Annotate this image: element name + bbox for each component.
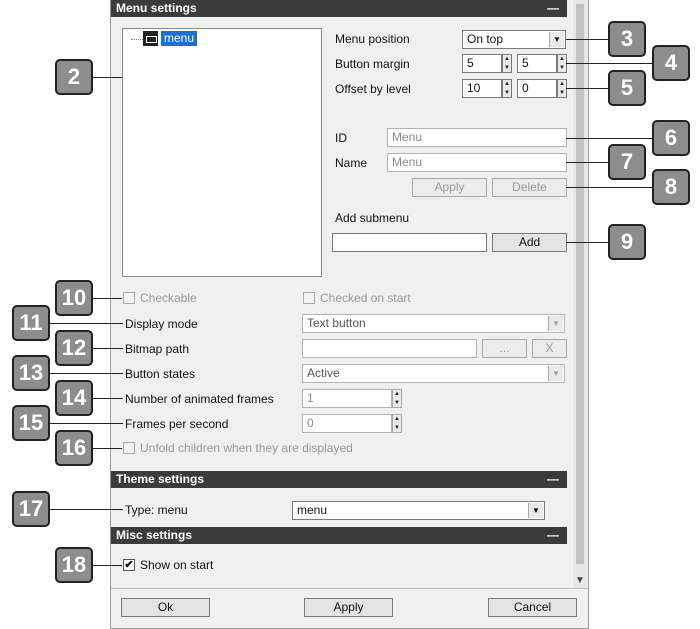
- checked-on-start-checkbox[interactable]: [303, 292, 315, 304]
- id-label: ID: [335, 131, 347, 145]
- callout-badge: 7: [608, 144, 646, 180]
- bitmap-path-label: Bitmap path: [125, 342, 190, 356]
- checked-on-start-label: Checked on start: [320, 291, 411, 305]
- arrow-down-icon[interactable]: ▼: [559, 65, 565, 71]
- add-submenu-input[interactable]: [332, 233, 487, 252]
- fps-input[interactable]: 0: [302, 414, 392, 433]
- misc-settings-title: Misc settings: [116, 528, 193, 542]
- arrow-down-icon[interactable]: ▼: [559, 90, 565, 96]
- apply-item-button[interactable]: Apply: [412, 178, 487, 197]
- callout-line: [49, 509, 123, 510]
- callout-badge: 18: [55, 547, 93, 583]
- callout-line: [566, 187, 654, 188]
- display-mode-value: Text button: [307, 316, 366, 330]
- arrow-up-icon[interactable]: ▲: [559, 56, 565, 62]
- callout-line: [49, 423, 123, 424]
- arrow-up-icon[interactable]: ▲: [394, 416, 400, 422]
- callout-line: [566, 162, 610, 163]
- misc-settings-header[interactable]: [111, 527, 567, 544]
- id-input[interactable]: Menu: [387, 128, 567, 147]
- unfold-children-checkbox[interactable]: [123, 442, 135, 454]
- add-submenu-label: Add submenu: [335, 211, 410, 225]
- callout-line: [92, 565, 122, 566]
- display-mode-select[interactable]: [302, 314, 565, 333]
- callout-line: [566, 138, 654, 139]
- cancel-button[interactable]: Cancel: [488, 598, 577, 617]
- animated-frames-label: Number of animated frames: [125, 392, 274, 406]
- callout-line: [92, 77, 122, 78]
- button-margin-stepper-1[interactable]: [502, 54, 512, 73]
- scroll-down-icon[interactable]: ▼: [575, 575, 585, 586]
- display-mode-label: Display mode: [125, 317, 198, 331]
- button-states-select[interactable]: [302, 364, 565, 383]
- chevron-down-icon[interactable]: ▼: [548, 366, 563, 381]
- callout-badge: 12: [55, 330, 93, 366]
- button-margin-input-2[interactable]: 5: [517, 54, 557, 73]
- unfold-children-label: Unfold children when they are displayed: [140, 441, 353, 455]
- browse-button[interactable]: ...: [482, 339, 527, 358]
- menu-settings-header[interactable]: [111, 0, 567, 17]
- checkable-checkbox[interactable]: [123, 292, 135, 304]
- callout-badge: 8: [652, 169, 690, 205]
- callout-line: [49, 373, 123, 374]
- offset-by-level-label: Offset by level: [335, 82, 411, 96]
- animated-frames-input[interactable]: 1: [302, 389, 392, 408]
- name-input[interactable]: Menu: [387, 153, 567, 172]
- collapse-icon[interactable]: —: [547, 528, 559, 542]
- callout-badge: 3: [608, 21, 646, 57]
- arrow-down-icon[interactable]: ▼: [504, 65, 510, 71]
- arrow-up-icon[interactable]: ▲: [394, 391, 400, 397]
- clear-path-button[interactable]: X: [532, 339, 567, 358]
- tree-node-menu[interactable]: menu: [161, 31, 197, 46]
- add-submenu-button[interactable]: Add: [492, 233, 567, 252]
- fps-label: Frames per second: [125, 417, 229, 431]
- callout-line: [49, 323, 123, 324]
- offset-input-1[interactable]: 10: [462, 79, 502, 98]
- chevron-down-icon[interactable]: ▼: [549, 32, 564, 47]
- menu-position-label: Menu position: [335, 32, 410, 46]
- callout-line: [566, 242, 610, 243]
- theme-settings-title: Theme settings: [116, 472, 205, 486]
- callout-badge: 9: [608, 224, 646, 260]
- show-on-start-label: Show on start: [140, 558, 214, 572]
- button-margin-input-1[interactable]: 5: [462, 54, 502, 73]
- callout-line: [566, 88, 610, 89]
- delete-item-button[interactable]: Delete: [492, 178, 567, 197]
- menu-position-value: On top: [467, 32, 504, 46]
- footer-divider: [111, 588, 588, 589]
- callout-line: [92, 348, 123, 349]
- bitmap-path-input[interactable]: [302, 339, 477, 358]
- offset-input-2[interactable]: 0: [517, 79, 557, 98]
- menu-position-select[interactable]: [462, 30, 566, 49]
- apply-button[interactable]: Apply: [304, 598, 393, 617]
- callout-badge: 14: [55, 380, 93, 416]
- callout-line: [566, 39, 610, 40]
- arrow-up-icon[interactable]: ▲: [504, 56, 510, 62]
- arrow-down-icon[interactable]: ▼: [504, 90, 510, 96]
- callout-badge: 16: [55, 430, 93, 466]
- menu-settings-title: Menu settings: [116, 1, 197, 15]
- arrow-up-icon[interactable]: ▲: [559, 81, 565, 87]
- theme-type-value: menu: [297, 503, 328, 517]
- menu-tree[interactable]: [122, 28, 322, 277]
- animated-frames-stepper[interactable]: [392, 389, 402, 408]
- chevron-down-icon[interactable]: ▼: [528, 503, 543, 518]
- offset-stepper-1[interactable]: [502, 79, 512, 98]
- callout-badge: 13: [12, 355, 50, 391]
- arrow-down-icon[interactable]: ▼: [394, 400, 400, 406]
- show-on-start-checkbox[interactable]: ✔: [124, 559, 134, 571]
- collapse-icon[interactable]: —: [547, 1, 559, 15]
- callout-badge: 17: [12, 491, 50, 527]
- button-states-value: Active: [307, 366, 340, 380]
- theme-type-select[interactable]: [292, 501, 545, 520]
- callout-badge: 10: [55, 280, 93, 316]
- chevron-down-icon[interactable]: ▼: [548, 316, 563, 331]
- collapse-icon[interactable]: —: [547, 472, 559, 486]
- callout-badge: 11: [12, 305, 50, 341]
- checkable-label: Checkable: [140, 291, 197, 305]
- callout-badge: 2: [55, 59, 93, 95]
- callout-badge: 4: [652, 45, 690, 81]
- name-label: Name: [335, 156, 368, 170]
- ok-button[interactable]: Ok: [121, 598, 210, 617]
- arrow-down-icon[interactable]: ▼: [394, 425, 400, 431]
- callout-badge: 6: [652, 120, 690, 156]
- callout-line: [92, 398, 123, 399]
- callout-badge: 15: [12, 405, 50, 441]
- button-margin-label: Button margin: [335, 57, 410, 71]
- arrow-up-icon[interactable]: ▲: [504, 81, 510, 87]
- callout-line: [566, 63, 654, 64]
- theme-settings-header[interactable]: [111, 471, 567, 488]
- callout-badge: 5: [608, 70, 646, 106]
- callout-line: [92, 448, 122, 449]
- theme-type-label: Type: menu: [125, 503, 188, 517]
- callout-line: [92, 298, 122, 299]
- fps-stepper[interactable]: [392, 414, 402, 433]
- menu-node-icon: [143, 31, 158, 46]
- button-states-label: Button states: [125, 367, 196, 381]
